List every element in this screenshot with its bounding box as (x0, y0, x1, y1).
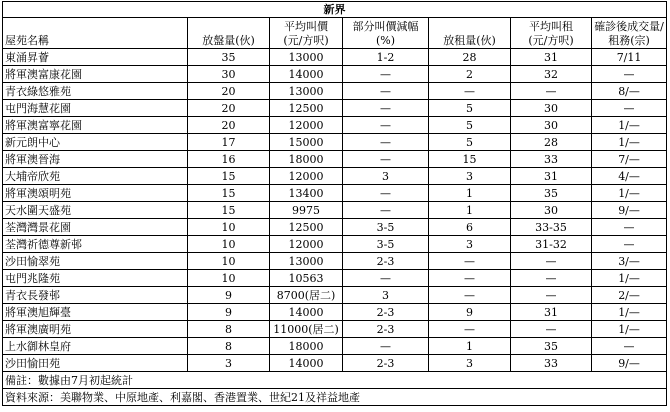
header-row (3, 18, 667, 49)
table-cell: 2-3 (343, 355, 429, 372)
table-container (2, 1, 666, 406)
estate-name-cell: 荃灣祈德尊新邨 (3, 236, 188, 253)
table-cell: 31 (511, 168, 592, 185)
table-row (3, 253, 667, 270)
table-cell: 1 (429, 202, 511, 219)
table-cell: 15 (188, 185, 270, 202)
table-cell: — (343, 270, 429, 287)
table-cell: 1/— (592, 304, 667, 321)
table-cell: — (511, 321, 592, 338)
table-cell: — (343, 151, 429, 168)
column-header-line: (元/方呎) (528, 34, 574, 47)
table-cell: 28 (511, 134, 592, 151)
column-header (511, 18, 592, 49)
table-row (3, 219, 667, 236)
column-header-line: 租務(宗) (608, 34, 650, 47)
table-row (3, 236, 667, 253)
table-cell: 10 (188, 236, 270, 253)
table-cell: 10 (188, 219, 270, 236)
table-cell: 33 (511, 355, 592, 372)
table-cell: 4/— (592, 168, 667, 185)
table-cell: — (343, 134, 429, 151)
table-cell: 35 (511, 338, 592, 355)
table-cell: 16 (188, 151, 270, 168)
table-cell: 8 (188, 338, 270, 355)
table-cell: 17 (188, 134, 270, 151)
estate-name-cell: 大埔帝欣苑 (3, 168, 188, 185)
table-cell: 5 (429, 100, 511, 117)
table-cell: 9 (429, 304, 511, 321)
table-row (3, 168, 667, 185)
table-cell: 1/— (592, 185, 667, 202)
table-row (3, 117, 667, 134)
table-cell: 13000 (270, 253, 343, 270)
table-cell: — (343, 117, 429, 134)
table-cell: — (429, 270, 511, 287)
source-row (3, 389, 667, 406)
table-cell: 11000(居二) (270, 321, 343, 338)
table-cell: 13400 (270, 185, 343, 202)
table-cell: 20 (188, 83, 270, 100)
column-header-line: (%) (375, 34, 396, 47)
table-cell: 7/11 (592, 49, 667, 66)
table-cell: — (511, 270, 592, 287)
column-header-line: 平均叫租 (529, 20, 573, 33)
table-cell: 15 (429, 151, 511, 168)
table-cell: 28 (429, 49, 511, 66)
table-cell: 31-32 (511, 236, 592, 253)
table-cell: 1/— (592, 321, 667, 338)
estate-name-cell: 東涌昇薈 (3, 49, 188, 66)
table-cell: 12000 (270, 236, 343, 253)
table-cell: 3 (188, 355, 270, 372)
table-cell: 3 (429, 168, 511, 185)
column-header (429, 18, 511, 49)
column-header-line: 放租量(伙) (443, 34, 496, 47)
table-cell: 9975 (270, 202, 343, 219)
table-cell: 14000 (270, 304, 343, 321)
table-cell: 7/— (592, 151, 667, 168)
table-cell: 12500 (270, 219, 343, 236)
table-cell: 15 (188, 202, 270, 219)
table-cell: 3/— (592, 253, 667, 270)
table-cell: — (429, 287, 511, 304)
table-row (3, 66, 667, 83)
table-cell: 35 (188, 49, 270, 66)
estate-name-cell: 沙田愉翠苑 (3, 253, 188, 270)
table-cell: 1 (429, 338, 511, 355)
table-cell: — (592, 100, 667, 117)
estate-name-cell: 上水御林皇府 (3, 338, 188, 355)
table-cell: — (343, 100, 429, 117)
table-row (3, 83, 667, 100)
table-row (3, 355, 667, 372)
table-cell: 2 (429, 66, 511, 83)
table-cell: 2-3 (343, 321, 429, 338)
table-cell: — (511, 287, 592, 304)
table-cell: 31 (511, 304, 592, 321)
table-cell: 30 (511, 100, 592, 117)
table-cell: — (343, 83, 429, 100)
property-listing-table (2, 1, 667, 406)
table-cell: 15000 (270, 134, 343, 151)
table-cell: 8/— (592, 83, 667, 100)
note-row (3, 372, 667, 389)
table-row (3, 151, 667, 168)
table-cell: 1 (429, 185, 511, 202)
table-cell: 5 (429, 117, 511, 134)
estate-name-cell: 將軍澳旭輝臺 (3, 304, 188, 321)
column-header (592, 18, 667, 49)
table-cell: 8700(居二) (270, 287, 343, 304)
table-row (3, 134, 667, 151)
table-row (3, 287, 667, 304)
estate-name-cell: 將軍澳富康花園 (3, 66, 188, 83)
table-cell: 1/— (592, 134, 667, 151)
table-cell: 30 (511, 202, 592, 219)
table-cell: — (511, 83, 592, 100)
table-cell: 1/— (592, 117, 667, 134)
table-cell: 9/— (592, 355, 667, 372)
estate-name-cell: 新元朗中心 (3, 134, 188, 151)
estate-name-cell: 將軍澳富寧花園 (3, 117, 188, 134)
column-header-line: 平均叫價 (284, 20, 328, 33)
table-cell: 5 (429, 134, 511, 151)
estate-name-cell: 天水圍天盛苑 (3, 202, 188, 219)
table-cell: — (343, 202, 429, 219)
estate-name-cell: 將軍澳頌明苑 (3, 185, 188, 202)
table-cell: — (429, 83, 511, 100)
table-cell: 20 (188, 117, 270, 134)
table-cell: 3-5 (343, 219, 429, 236)
table-cell: 8 (188, 321, 270, 338)
table-cell: 18000 (270, 338, 343, 355)
table-cell: 9/— (592, 202, 667, 219)
table-row (3, 321, 667, 338)
table-cell: 18000 (270, 151, 343, 168)
table-row (3, 185, 667, 202)
table-cell: 20 (188, 100, 270, 117)
column-header (343, 18, 429, 49)
estate-name-cell: 青衣綠悠雅苑 (3, 83, 188, 100)
table-cell: 2/— (592, 287, 667, 304)
estate-name-cell: 屯門海慧花園 (3, 100, 188, 117)
table-cell: 6 (429, 219, 511, 236)
table-cell: — (343, 66, 429, 83)
table-cell: — (592, 66, 667, 83)
estate-name-cell: 將軍澳廣明苑 (3, 321, 188, 338)
column-header-line: (元/方呎) (283, 34, 329, 47)
table-row (3, 49, 667, 66)
table-cell: 2-3 (343, 304, 429, 321)
table-cell: — (592, 338, 667, 355)
table-cell: 30 (511, 117, 592, 134)
estate-name-cell: 青衣長發邨 (3, 287, 188, 304)
table-cell: 3 (429, 355, 511, 372)
estate-name-cell: 荃灣灣景花園 (3, 219, 188, 236)
estate-name-cell: 將軍澳晉海 (3, 151, 188, 168)
table-cell: 13000 (270, 83, 343, 100)
table-cell: 14000 (270, 355, 343, 372)
table-cell: 35 (511, 185, 592, 202)
table-cell: 2-3 (343, 253, 429, 270)
table-cell: 13000 (270, 49, 343, 66)
table-cell: 31 (511, 49, 592, 66)
table-row (3, 100, 667, 117)
column-header-line: 屋苑名稱 (5, 34, 49, 47)
table-cell: 14000 (270, 66, 343, 83)
table-cell: 9 (188, 304, 270, 321)
table-cell: — (343, 338, 429, 355)
table-cell: 32 (511, 66, 592, 83)
table-cell: 1/— (592, 270, 667, 287)
column-header (270, 18, 343, 49)
column-header (3, 18, 188, 49)
table-cell: 33-35 (511, 219, 592, 236)
table-cell: 10 (188, 253, 270, 270)
column-header-line: 確診後成交量/ (594, 20, 664, 33)
table-cell: 33 (511, 151, 592, 168)
table-title: 新界 (3, 2, 667, 18)
table-cell: — (592, 219, 667, 236)
table-cell: 9 (188, 287, 270, 304)
table-cell: — (429, 253, 511, 270)
note-row-text: 備註：數據由7月初起統計 (3, 372, 667, 389)
estate-name-cell: 屯門兆隆苑 (3, 270, 188, 287)
table-cell: 12000 (270, 117, 343, 134)
table-row (3, 270, 667, 287)
table-cell: 12500 (270, 100, 343, 117)
table-cell: 10 (188, 270, 270, 287)
table-cell: 3-5 (343, 236, 429, 253)
table-row (3, 304, 667, 321)
table-cell: 3 (343, 287, 429, 304)
table-cell: — (429, 321, 511, 338)
column-header-line: 部分叫價減幅 (352, 20, 419, 33)
table-cell: 12000 (270, 168, 343, 185)
source-row-text: 資料來源：美聯物業、中原地產、利嘉閣、香港置業、世紀21及祥益地產 (3, 389, 667, 406)
table-cell: 1-2 (343, 49, 429, 66)
table-row (3, 338, 667, 355)
table-cell: — (511, 253, 592, 270)
table-cell: 10563 (270, 270, 343, 287)
column-header (188, 18, 270, 49)
estate-name-cell: 沙田愉田苑 (3, 355, 188, 372)
column-header-line: 放盤量(伙) (202, 34, 255, 47)
table-cell: — (343, 185, 429, 202)
table-cell: 30 (188, 66, 270, 83)
table-cell: 3 (343, 168, 429, 185)
table-cell: — (592, 236, 667, 253)
table-cell: 15 (188, 168, 270, 185)
table-row (3, 202, 667, 219)
table-cell: 3 (429, 236, 511, 253)
